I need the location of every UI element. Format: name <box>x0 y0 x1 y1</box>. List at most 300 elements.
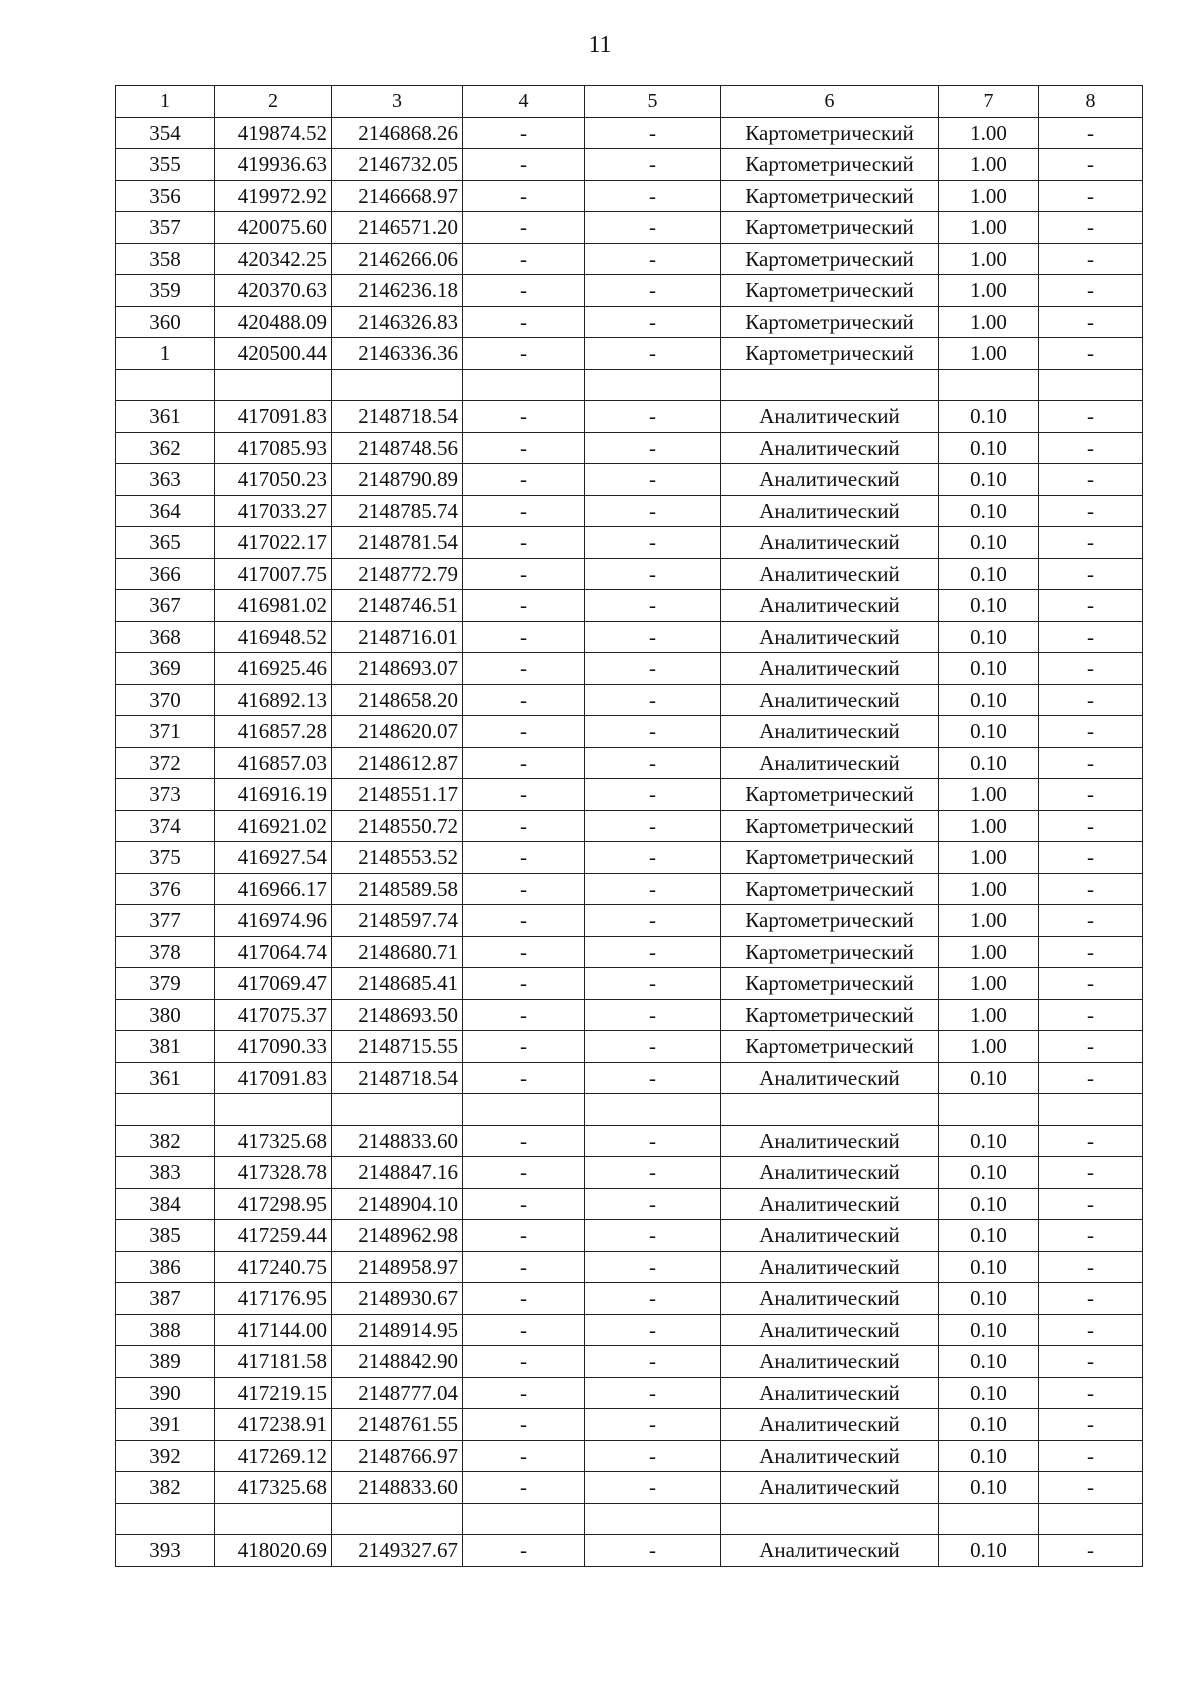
y-coordinate-cell: 2148612.87 <box>332 747 463 779</box>
header-cell-3: 3 <box>332 86 463 118</box>
y-coordinate-cell: 2146868.26 <box>332 117 463 149</box>
table-row <box>116 1125 1143 1157</box>
accuracy-cell: 0.10 <box>939 1472 1039 1504</box>
col-5-cell: - <box>585 464 721 496</box>
accuracy-cell: 0.10 <box>939 432 1039 464</box>
point-number-cell: 361 <box>116 1062 215 1094</box>
table-row <box>116 1062 1143 1094</box>
accuracy-cell: 1.00 <box>939 873 1039 905</box>
col-4-cell: - <box>463 621 585 653</box>
x-coordinate-cell: 416857.28 <box>215 716 332 748</box>
y-coordinate-cell: 2146336.36 <box>332 338 463 370</box>
x-coordinate-cell: 417033.27 <box>215 495 332 527</box>
accuracy-cell: 1.00 <box>939 275 1039 307</box>
accuracy-cell: 0.10 <box>939 747 1039 779</box>
y-coordinate-cell: 2148748.56 <box>332 432 463 464</box>
y-coordinate-cell: 2149327.67 <box>332 1535 463 1567</box>
point-number-cell: 381 <box>116 1031 215 1063</box>
point-number-cell: 357 <box>116 212 215 244</box>
x-coordinate-cell: 416925.46 <box>215 653 332 685</box>
table-row <box>116 747 1143 779</box>
point-number-cell: 359 <box>116 275 215 307</box>
table-row <box>116 590 1143 622</box>
method-cell: Аналитический <box>721 684 939 716</box>
method-cell: Аналитический <box>721 1283 939 1315</box>
col-8-cell: - <box>1039 149 1143 181</box>
accuracy-cell: 0.10 <box>939 1157 1039 1189</box>
col-8-cell: - <box>1039 432 1143 464</box>
y-coordinate-cell: 2146571.20 <box>332 212 463 244</box>
x-coordinate-cell: 417050.23 <box>215 464 332 496</box>
accuracy-cell: 0.10 <box>939 1377 1039 1409</box>
col-8-cell: - <box>1039 653 1143 685</box>
x-coordinate-cell: 417181.58 <box>215 1346 332 1378</box>
col-5-cell: - <box>585 1188 721 1220</box>
table-row <box>116 275 1143 307</box>
method-cell: Аналитический <box>721 1251 939 1283</box>
table-row <box>116 212 1143 244</box>
method-cell: Аналитический <box>721 621 939 653</box>
col-5-cell: - <box>585 1031 721 1063</box>
x-coordinate-cell: 417022.17 <box>215 527 332 559</box>
col-5-cell: - <box>585 842 721 874</box>
point-number-cell: 391 <box>116 1409 215 1441</box>
method-cell: Картометрический <box>721 905 939 937</box>
x-coordinate-cell: 417219.15 <box>215 1377 332 1409</box>
y-coordinate-cell: 2148693.07 <box>332 653 463 685</box>
table-row <box>116 1251 1143 1283</box>
col-8-cell: - <box>1039 1188 1143 1220</box>
accuracy-cell: 0.10 <box>939 401 1039 433</box>
method-cell: Аналитический <box>721 1062 939 1094</box>
y-coordinate-cell: 2148718.54 <box>332 1062 463 1094</box>
col-8-cell: - <box>1039 338 1143 370</box>
col-5-cell: - <box>585 527 721 559</box>
method-cell: Картометрический <box>721 1031 939 1063</box>
point-number-cell: 358 <box>116 243 215 275</box>
y-coordinate-cell: 2148847.16 <box>332 1157 463 1189</box>
accuracy-cell: 0.10 <box>939 527 1039 559</box>
col-4-cell: - <box>463 1062 585 1094</box>
x-coordinate-cell: 416966.17 <box>215 873 332 905</box>
col-5-cell: - <box>585 1251 721 1283</box>
x-coordinate-cell: 419874.52 <box>215 117 332 149</box>
col-4-cell: - <box>463 905 585 937</box>
col-5-cell: - <box>585 936 721 968</box>
table-row <box>116 558 1143 590</box>
col-5-cell <box>585 1094 721 1126</box>
x-coordinate-cell: 419936.63 <box>215 149 332 181</box>
accuracy-cell: 1.00 <box>939 306 1039 338</box>
col-5-cell: - <box>585 558 721 590</box>
table-row <box>116 527 1143 559</box>
method-cell: Аналитический <box>721 464 939 496</box>
table-row <box>116 1283 1143 1315</box>
method-cell <box>721 369 939 401</box>
col-8-cell: - <box>1039 905 1143 937</box>
col-5-cell: - <box>585 1283 721 1315</box>
col-5-cell: - <box>585 117 721 149</box>
col-4-cell: - <box>463 653 585 685</box>
y-coordinate-cell: 2148680.71 <box>332 936 463 968</box>
col-8-cell: - <box>1039 621 1143 653</box>
y-coordinate-cell: 2146326.83 <box>332 306 463 338</box>
table-row <box>116 243 1143 275</box>
y-coordinate-cell: 2148716.01 <box>332 621 463 653</box>
separator-row <box>116 1503 1143 1535</box>
point-number-cell: 360 <box>116 306 215 338</box>
y-coordinate-cell: 2148781.54 <box>332 527 463 559</box>
accuracy-cell: 0.10 <box>939 1283 1039 1315</box>
point-number-cell <box>116 1503 215 1535</box>
accuracy-cell: 0.10 <box>939 621 1039 653</box>
x-coordinate-cell: 417325.68 <box>215 1472 332 1504</box>
point-number-cell: 386 <box>116 1251 215 1283</box>
table-row <box>116 149 1143 181</box>
col-4-cell <box>463 1503 585 1535</box>
y-coordinate-cell: 2148930.67 <box>332 1283 463 1315</box>
method-cell: Картометрический <box>721 243 939 275</box>
col-8-cell: - <box>1039 590 1143 622</box>
col-5-cell: - <box>585 1535 721 1567</box>
col-8-cell: - <box>1039 747 1143 779</box>
point-number-cell: 361 <box>116 401 215 433</box>
col-8-cell: - <box>1039 1377 1143 1409</box>
col-8-cell: - <box>1039 1440 1143 1472</box>
point-number-cell: 372 <box>116 747 215 779</box>
point-number-cell: 368 <box>116 621 215 653</box>
col-5-cell: - <box>585 212 721 244</box>
col-8-cell: - <box>1039 1283 1143 1315</box>
method-cell: Картометрический <box>721 779 939 811</box>
page-number: 11 <box>588 32 612 58</box>
y-coordinate-cell: 2148785.74 <box>332 495 463 527</box>
accuracy-cell: 0.10 <box>939 684 1039 716</box>
y-coordinate-cell: 2146732.05 <box>332 149 463 181</box>
table-row <box>116 1220 1143 1252</box>
point-number-cell: 367 <box>116 590 215 622</box>
col-8-cell: - <box>1039 1346 1143 1378</box>
table-row <box>116 810 1143 842</box>
x-coordinate-cell: 417069.47 <box>215 968 332 1000</box>
accuracy-cell: 0.10 <box>939 558 1039 590</box>
accuracy-cell: 1.00 <box>939 212 1039 244</box>
col-5-cell: - <box>585 495 721 527</box>
method-cell: Аналитический <box>721 495 939 527</box>
x-coordinate-cell: 417269.12 <box>215 1440 332 1472</box>
col-8-cell: - <box>1039 842 1143 874</box>
method-cell: Аналитический <box>721 527 939 559</box>
col-4-cell <box>463 369 585 401</box>
col-5-cell: - <box>585 590 721 622</box>
point-number-cell: 382 <box>116 1125 215 1157</box>
y-coordinate-cell: 2148718.54 <box>332 401 463 433</box>
method-cell: Картометрический <box>721 936 939 968</box>
col-8-cell: - <box>1039 1125 1143 1157</box>
method-cell <box>721 1094 939 1126</box>
col-4-cell: - <box>463 1188 585 1220</box>
accuracy-cell <box>939 1094 1039 1126</box>
table-row <box>116 999 1143 1031</box>
x-coordinate-cell: 420500.44 <box>215 338 332 370</box>
accuracy-cell: 1.00 <box>939 936 1039 968</box>
table-body <box>116 86 1143 1567</box>
method-cell: Картометрический <box>721 117 939 149</box>
col-5-cell: - <box>585 1409 721 1441</box>
method-cell: Картометрический <box>721 968 939 1000</box>
method-cell: Аналитический <box>721 1377 939 1409</box>
col-4-cell: - <box>463 1314 585 1346</box>
table-row <box>116 653 1143 685</box>
col-4-cell: - <box>463 1535 585 1567</box>
table-row <box>116 716 1143 748</box>
y-coordinate-cell: 2148790.89 <box>332 464 463 496</box>
col-4-cell: - <box>463 1125 585 1157</box>
method-cell: Аналитический <box>721 1535 939 1567</box>
point-number-cell: 365 <box>116 527 215 559</box>
y-coordinate-cell: 2146236.18 <box>332 275 463 307</box>
accuracy-cell: 0.10 <box>939 1346 1039 1378</box>
col-4-cell: - <box>463 716 585 748</box>
method-cell: Аналитический <box>721 401 939 433</box>
col-4-cell: - <box>463 1031 585 1063</box>
x-coordinate-cell: 417085.93 <box>215 432 332 464</box>
accuracy-cell: 0.10 <box>939 1188 1039 1220</box>
method-cell: Картометрический <box>721 338 939 370</box>
col-5-cell: - <box>585 1440 721 1472</box>
separator-row <box>116 369 1143 401</box>
col-4-cell: - <box>463 243 585 275</box>
col-8-cell: - <box>1039 1472 1143 1504</box>
y-coordinate-cell: 2148962.98 <box>332 1220 463 1252</box>
accuracy-cell: 0.10 <box>939 1220 1039 1252</box>
col-8-cell: - <box>1039 999 1143 1031</box>
col-8-cell: - <box>1039 495 1143 527</box>
col-4-cell: - <box>463 842 585 874</box>
col-4-cell: - <box>463 149 585 181</box>
col-4-cell: - <box>463 1346 585 1378</box>
x-coordinate-cell: 416948.52 <box>215 621 332 653</box>
col-4-cell: - <box>463 180 585 212</box>
table-row <box>116 117 1143 149</box>
col-5-cell: - <box>585 243 721 275</box>
col-8-cell: - <box>1039 180 1143 212</box>
y-coordinate-cell: 2148761.55 <box>332 1409 463 1441</box>
accuracy-cell: 1.00 <box>939 968 1039 1000</box>
col-4-cell: - <box>463 1409 585 1441</box>
col-5-cell: - <box>585 1314 721 1346</box>
col-4-cell: - <box>463 464 585 496</box>
accuracy-cell: 1.00 <box>939 810 1039 842</box>
method-cell: Аналитический <box>721 653 939 685</box>
method-cell: Картометрический <box>721 212 939 244</box>
y-coordinate-cell: 2148550.72 <box>332 810 463 842</box>
y-coordinate-cell: 2148842.90 <box>332 1346 463 1378</box>
col-8-cell: - <box>1039 117 1143 149</box>
col-4-cell: - <box>463 1472 585 1504</box>
col-4-cell: - <box>463 1440 585 1472</box>
col-4-cell: - <box>463 590 585 622</box>
accuracy-cell: 1.00 <box>939 905 1039 937</box>
method-cell: Картометрический <box>721 149 939 181</box>
col-8-cell <box>1039 1094 1143 1126</box>
point-number-cell: 374 <box>116 810 215 842</box>
col-4-cell <box>463 1094 585 1126</box>
col-8-cell: - <box>1039 936 1143 968</box>
x-coordinate-cell: 417091.83 <box>215 401 332 433</box>
x-coordinate-cell: 418020.69 <box>215 1535 332 1567</box>
point-number-cell: 393 <box>116 1535 215 1567</box>
point-number-cell: 364 <box>116 495 215 527</box>
x-coordinate-cell: 416921.02 <box>215 810 332 842</box>
y-coordinate-cell: 2148551.17 <box>332 779 463 811</box>
x-coordinate-cell: 416981.02 <box>215 590 332 622</box>
accuracy-cell: 0.10 <box>939 495 1039 527</box>
point-number-cell: 366 <box>116 558 215 590</box>
col-4-cell: - <box>463 117 585 149</box>
col-4-cell: - <box>463 1377 585 1409</box>
point-number-cell: 363 <box>116 464 215 496</box>
x-coordinate-cell: 417240.75 <box>215 1251 332 1283</box>
x-coordinate-cell: 417325.68 <box>215 1125 332 1157</box>
x-coordinate-cell: 417144.00 <box>215 1314 332 1346</box>
col-8-cell: - <box>1039 558 1143 590</box>
x-coordinate-cell: 417091.83 <box>215 1062 332 1094</box>
accuracy-cell: 1.00 <box>939 180 1039 212</box>
col-4-cell: - <box>463 306 585 338</box>
col-5-cell: - <box>585 1157 721 1189</box>
table-row <box>116 1535 1143 1567</box>
col-5-cell: - <box>585 999 721 1031</box>
method-cell: Аналитический <box>721 590 939 622</box>
col-4-cell: - <box>463 684 585 716</box>
col-5-cell: - <box>585 275 721 307</box>
col-5-cell: - <box>585 432 721 464</box>
x-coordinate-cell: 416927.54 <box>215 842 332 874</box>
point-number-cell <box>116 1094 215 1126</box>
method-cell: Аналитический <box>721 747 939 779</box>
point-number-cell: 362 <box>116 432 215 464</box>
col-8-cell: - <box>1039 243 1143 275</box>
accuracy-cell: 0.10 <box>939 1440 1039 1472</box>
col-5-cell <box>585 1503 721 1535</box>
col-4-cell: - <box>463 558 585 590</box>
accuracy-cell <box>939 369 1039 401</box>
method-cell: Аналитический <box>721 1472 939 1504</box>
y-coordinate-cell: 2148833.60 <box>332 1125 463 1157</box>
method-cell: Картометрический <box>721 999 939 1031</box>
x-coordinate-cell: 417075.37 <box>215 999 332 1031</box>
table-row <box>116 180 1143 212</box>
point-number-cell <box>116 369 215 401</box>
table-row <box>116 1188 1143 1220</box>
table-row <box>116 621 1143 653</box>
table-row <box>116 873 1143 905</box>
method-cell <box>721 1503 939 1535</box>
point-number-cell: 390 <box>116 1377 215 1409</box>
x-coordinate-cell <box>215 1503 332 1535</box>
method-cell: Картометрический <box>721 180 939 212</box>
col-4-cell: - <box>463 527 585 559</box>
table-row <box>116 1440 1143 1472</box>
col-8-cell: - <box>1039 527 1143 559</box>
col-5-cell: - <box>585 621 721 653</box>
x-coordinate-cell: 417007.75 <box>215 558 332 590</box>
col-5-cell: - <box>585 684 721 716</box>
x-coordinate-cell: 416892.13 <box>215 684 332 716</box>
accuracy-cell: 0.10 <box>939 1535 1039 1567</box>
col-4-cell: - <box>463 1251 585 1283</box>
y-coordinate-cell: 2148777.04 <box>332 1377 463 1409</box>
y-coordinate-cell: 2148553.52 <box>332 842 463 874</box>
point-number-cell: 375 <box>116 842 215 874</box>
col-8-cell <box>1039 369 1143 401</box>
col-8-cell: - <box>1039 810 1143 842</box>
col-4-cell: - <box>463 936 585 968</box>
col-8-cell: - <box>1039 779 1143 811</box>
method-cell: Аналитический <box>721 1188 939 1220</box>
accuracy-cell: 0.10 <box>939 1062 1039 1094</box>
point-number-cell: 355 <box>116 149 215 181</box>
col-5-cell: - <box>585 1062 721 1094</box>
col-4-cell: - <box>463 338 585 370</box>
col-8-cell: - <box>1039 684 1143 716</box>
col-4-cell: - <box>463 1283 585 1315</box>
table-row <box>116 842 1143 874</box>
col-8-cell: - <box>1039 1031 1143 1063</box>
y-coordinate-cell: 2148693.50 <box>332 999 463 1031</box>
accuracy-cell: 0.10 <box>939 653 1039 685</box>
col-5-cell: - <box>585 653 721 685</box>
point-number-cell: 373 <box>116 779 215 811</box>
point-number-cell: 392 <box>116 1440 215 1472</box>
x-coordinate-cell: 419972.92 <box>215 180 332 212</box>
col-8-cell: - <box>1039 716 1143 748</box>
col-4-cell: - <box>463 968 585 1000</box>
accuracy-cell <box>939 1503 1039 1535</box>
col-8-cell: - <box>1039 1409 1143 1441</box>
table-row <box>116 1377 1143 1409</box>
header-cell-2: 2 <box>215 86 332 118</box>
header-cell-8: 8 <box>1039 86 1143 118</box>
col-8-cell: - <box>1039 1314 1143 1346</box>
y-coordinate-cell: 2148589.58 <box>332 873 463 905</box>
method-cell: Аналитический <box>721 1314 939 1346</box>
y-coordinate-cell: 2148620.07 <box>332 716 463 748</box>
table-header-row <box>116 86 1143 118</box>
col-4-cell: - <box>463 873 585 905</box>
y-coordinate-cell: 2146266.06 <box>332 243 463 275</box>
col-5-cell: - <box>585 338 721 370</box>
accuracy-cell: 1.00 <box>939 338 1039 370</box>
x-coordinate-cell: 417328.78 <box>215 1157 332 1189</box>
method-cell: Картометрический <box>721 810 939 842</box>
x-coordinate-cell: 416857.03 <box>215 747 332 779</box>
point-number-cell: 356 <box>116 180 215 212</box>
x-coordinate-cell: 417176.95 <box>215 1283 332 1315</box>
header-cell-4: 4 <box>463 86 585 118</box>
point-number-cell: 369 <box>116 653 215 685</box>
method-cell: Картометрический <box>721 873 939 905</box>
col-4-cell: - <box>463 275 585 307</box>
table-row <box>116 464 1143 496</box>
accuracy-cell: 1.00 <box>939 779 1039 811</box>
table-row <box>116 432 1143 464</box>
x-coordinate-cell: 416974.96 <box>215 905 332 937</box>
table-row <box>116 495 1143 527</box>
table-row <box>116 779 1143 811</box>
accuracy-cell: 0.10 <box>939 1314 1039 1346</box>
